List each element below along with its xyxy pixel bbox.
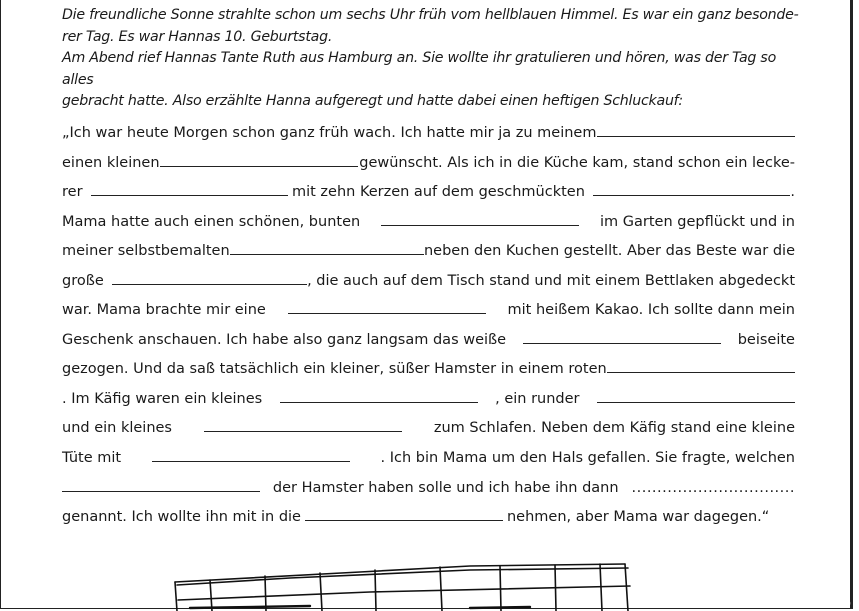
intro-line: gebracht hatte. Also erzählte Hanna aufgeregt und hatte dabei einen heftigen Schluckauf: bbox=[62, 93, 683, 109]
story-line bbox=[62, 270, 795, 292]
blank-field[interactable] bbox=[160, 152, 358, 167]
story-text: mit heißem Kakao. Ich sollte dann mein bbox=[507, 302, 795, 318]
story-text: große bbox=[62, 273, 104, 289]
story-line bbox=[62, 506, 795, 528]
blank-field[interactable] bbox=[305, 506, 503, 521]
story-text: beiseite bbox=[737, 332, 795, 348]
dotted-blank[interactable]: ................................ bbox=[631, 480, 795, 496]
blank-field[interactable] bbox=[62, 477, 260, 492]
story-line bbox=[62, 358, 795, 380]
blank-field[interactable] bbox=[230, 240, 424, 255]
story-line bbox=[62, 122, 795, 144]
story-text: . Ich bin Mama um den Hals gefallen. Sie fragte, welchen bbox=[380, 450, 795, 466]
story-text: Geschenk anschauen. Ich habe also ganz langsam das weiße bbox=[62, 332, 507, 348]
story-text: war. Mama brachte mir eine bbox=[62, 302, 266, 318]
story-line bbox=[62, 299, 795, 321]
story-text: und ein kleines bbox=[62, 420, 172, 436]
story-text: der Hamster haben solle und ich habe ihn dann bbox=[272, 480, 619, 496]
intro-line: Die freundliche Sonne strahlte schon um sechs Uhr früh vom hellblauen Himmel. Es war ein ganz besonde- bbox=[62, 7, 799, 23]
story-text: „Ich war heute Morgen schon ganz früh wach. Ich hatte mir ja zu meinem bbox=[62, 125, 597, 141]
story-line bbox=[62, 152, 795, 174]
story-line bbox=[62, 329, 795, 351]
blank-field[interactable] bbox=[523, 329, 721, 344]
blank-field[interactable] bbox=[597, 122, 795, 137]
story-text: meiner selbstbemalten bbox=[62, 243, 230, 259]
story-line bbox=[62, 211, 795, 233]
story-line bbox=[62, 240, 795, 262]
story-text: Mama hatte auch einen schönen, bunten bbox=[62, 214, 361, 230]
story-text: , die auch auf dem Tisch stand und mit einem Bettlaken abgedeckt bbox=[307, 273, 796, 289]
intro-line: Am Abend rief Hannas Tante Ruth aus Hamburg an. Sie wollte ihr gratulieren und hören, was der Tag so alles bbox=[62, 50, 777, 88]
blank-field[interactable] bbox=[288, 299, 486, 314]
story-text: rer bbox=[62, 184, 83, 200]
blank-field[interactable] bbox=[607, 358, 795, 373]
story-line bbox=[62, 388, 795, 410]
hamster-cage-drawing bbox=[170, 560, 650, 611]
story-text: einen kleinen bbox=[62, 155, 160, 171]
blank-field[interactable] bbox=[91, 181, 288, 196]
story-text: Tüte mit bbox=[62, 450, 122, 466]
story-text: . bbox=[790, 184, 795, 200]
story-text: gezogen. Und da saß tatsächlich ein kleiner, süßer Hamster in einem roten bbox=[62, 361, 607, 377]
story-text: zum Schlafen. Neben dem Käfig stand eine kleine bbox=[433, 420, 795, 436]
blank-field[interactable] bbox=[593, 181, 790, 196]
story-line bbox=[62, 181, 795, 203]
intro-line: rer Tag. Es war Hannas 10. Geburtstag. bbox=[62, 28, 333, 45]
story-text: neben den Kuchen gestellt. Aber das Beste war die bbox=[423, 243, 795, 259]
blank-field[interactable] bbox=[597, 388, 795, 403]
story-line bbox=[62, 477, 795, 499]
story-text: nehmen, aber Mama war dagegen.“ bbox=[506, 509, 770, 525]
blank-field[interactable] bbox=[112, 270, 307, 285]
watermark: © Stefanie Drescher, Lehrerbüro bbox=[687, 598, 851, 609]
story-text: . Im Käfig waren ein kleines bbox=[62, 391, 263, 407]
blank-field[interactable] bbox=[204, 417, 402, 432]
story-text: mit zehn Kerzen auf dem geschmückten bbox=[291, 184, 585, 200]
blank-field[interactable] bbox=[381, 211, 579, 226]
story-text: , ein runder bbox=[495, 391, 580, 407]
intro-text bbox=[62, 5, 802, 113]
story-text: genannt. Ich wollte ihn mit in die bbox=[62, 509, 301, 525]
blank-field[interactable] bbox=[280, 388, 478, 403]
story-text: im Garten gepflückt und in bbox=[600, 214, 795, 230]
blank-field[interactable] bbox=[152, 447, 350, 462]
story-line bbox=[62, 417, 795, 439]
story-text: gewünscht. Als ich in die Küche kam, stand schon ein lecke- bbox=[359, 155, 795, 171]
story-line bbox=[62, 447, 795, 469]
